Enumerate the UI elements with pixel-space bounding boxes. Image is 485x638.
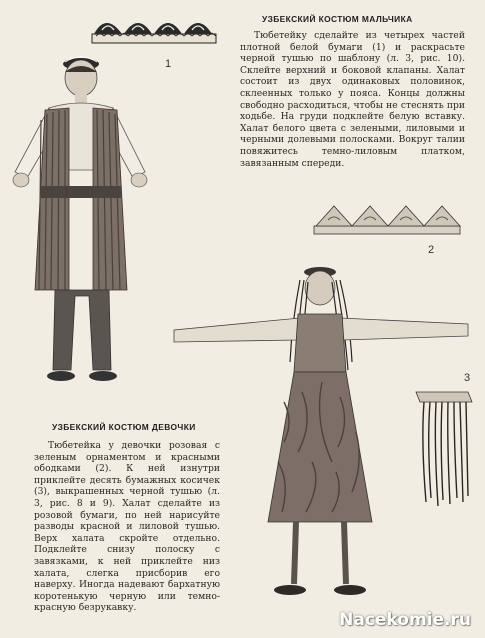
figure-number-3: 3 [464, 372, 471, 384]
skullcap-pattern-fig2 [312, 204, 462, 238]
boy-costume-text: Тюбетейку сделайте из четырех частей плотной белой бумаги (1) и раскрасьте черной тушью по шаблону (л. 3, рис. 10). Склейте верхний и боковой клапаны. Халат состоит из двух одинаковых половинок, склеенных только у пояса. Концы должны свободно расходиться, чтобы не стеснять при ходьбе. На груди подклейте белую вставку. Халат белого цвета с зелеными, лиловыми и черными долевыми полосками. Вокруг талии повяжитесь темно-лиловым платком, завязанным спереди. [240, 30, 465, 169]
girl-costume-text: Тюбетейка у девочки розовая с зеленым орнаментом и красными ободками (2). К ней изнутри приклейте десять бумажных косичек (3), выкрашенных черной тушью (л. 3, рис. 8 и 9). Халат сделайте из розовой бумаги, по ней нарисуйте разводы красной и лиловой тушью. Верх халата скройте отдельно. Подклейте снизу полоску с завязками, к ней приклейте низ халата, слегка присборив его наверху. Иногда надевают бархатную коротенькую черную или темно-красную безрукавку. [34, 440, 220, 614]
girl-costume-heading: УЗБЕКСКИЙ КОСТЮМ ДЕВОЧКИ [52, 422, 196, 432]
skullcap-pattern-fig1 [90, 12, 220, 48]
boy-costume-illustration [5, 50, 155, 390]
figure-number-2: 2 [428, 244, 435, 256]
boy-costume-heading: УЗБЕКСКИЙ КОСТЮМ МАЛЬЧИКА [262, 14, 413, 24]
site-watermark: Nacekomie.ru [339, 610, 471, 630]
figure-number-1: 1 [165, 58, 172, 70]
paper-braids-fig3 [414, 388, 474, 508]
